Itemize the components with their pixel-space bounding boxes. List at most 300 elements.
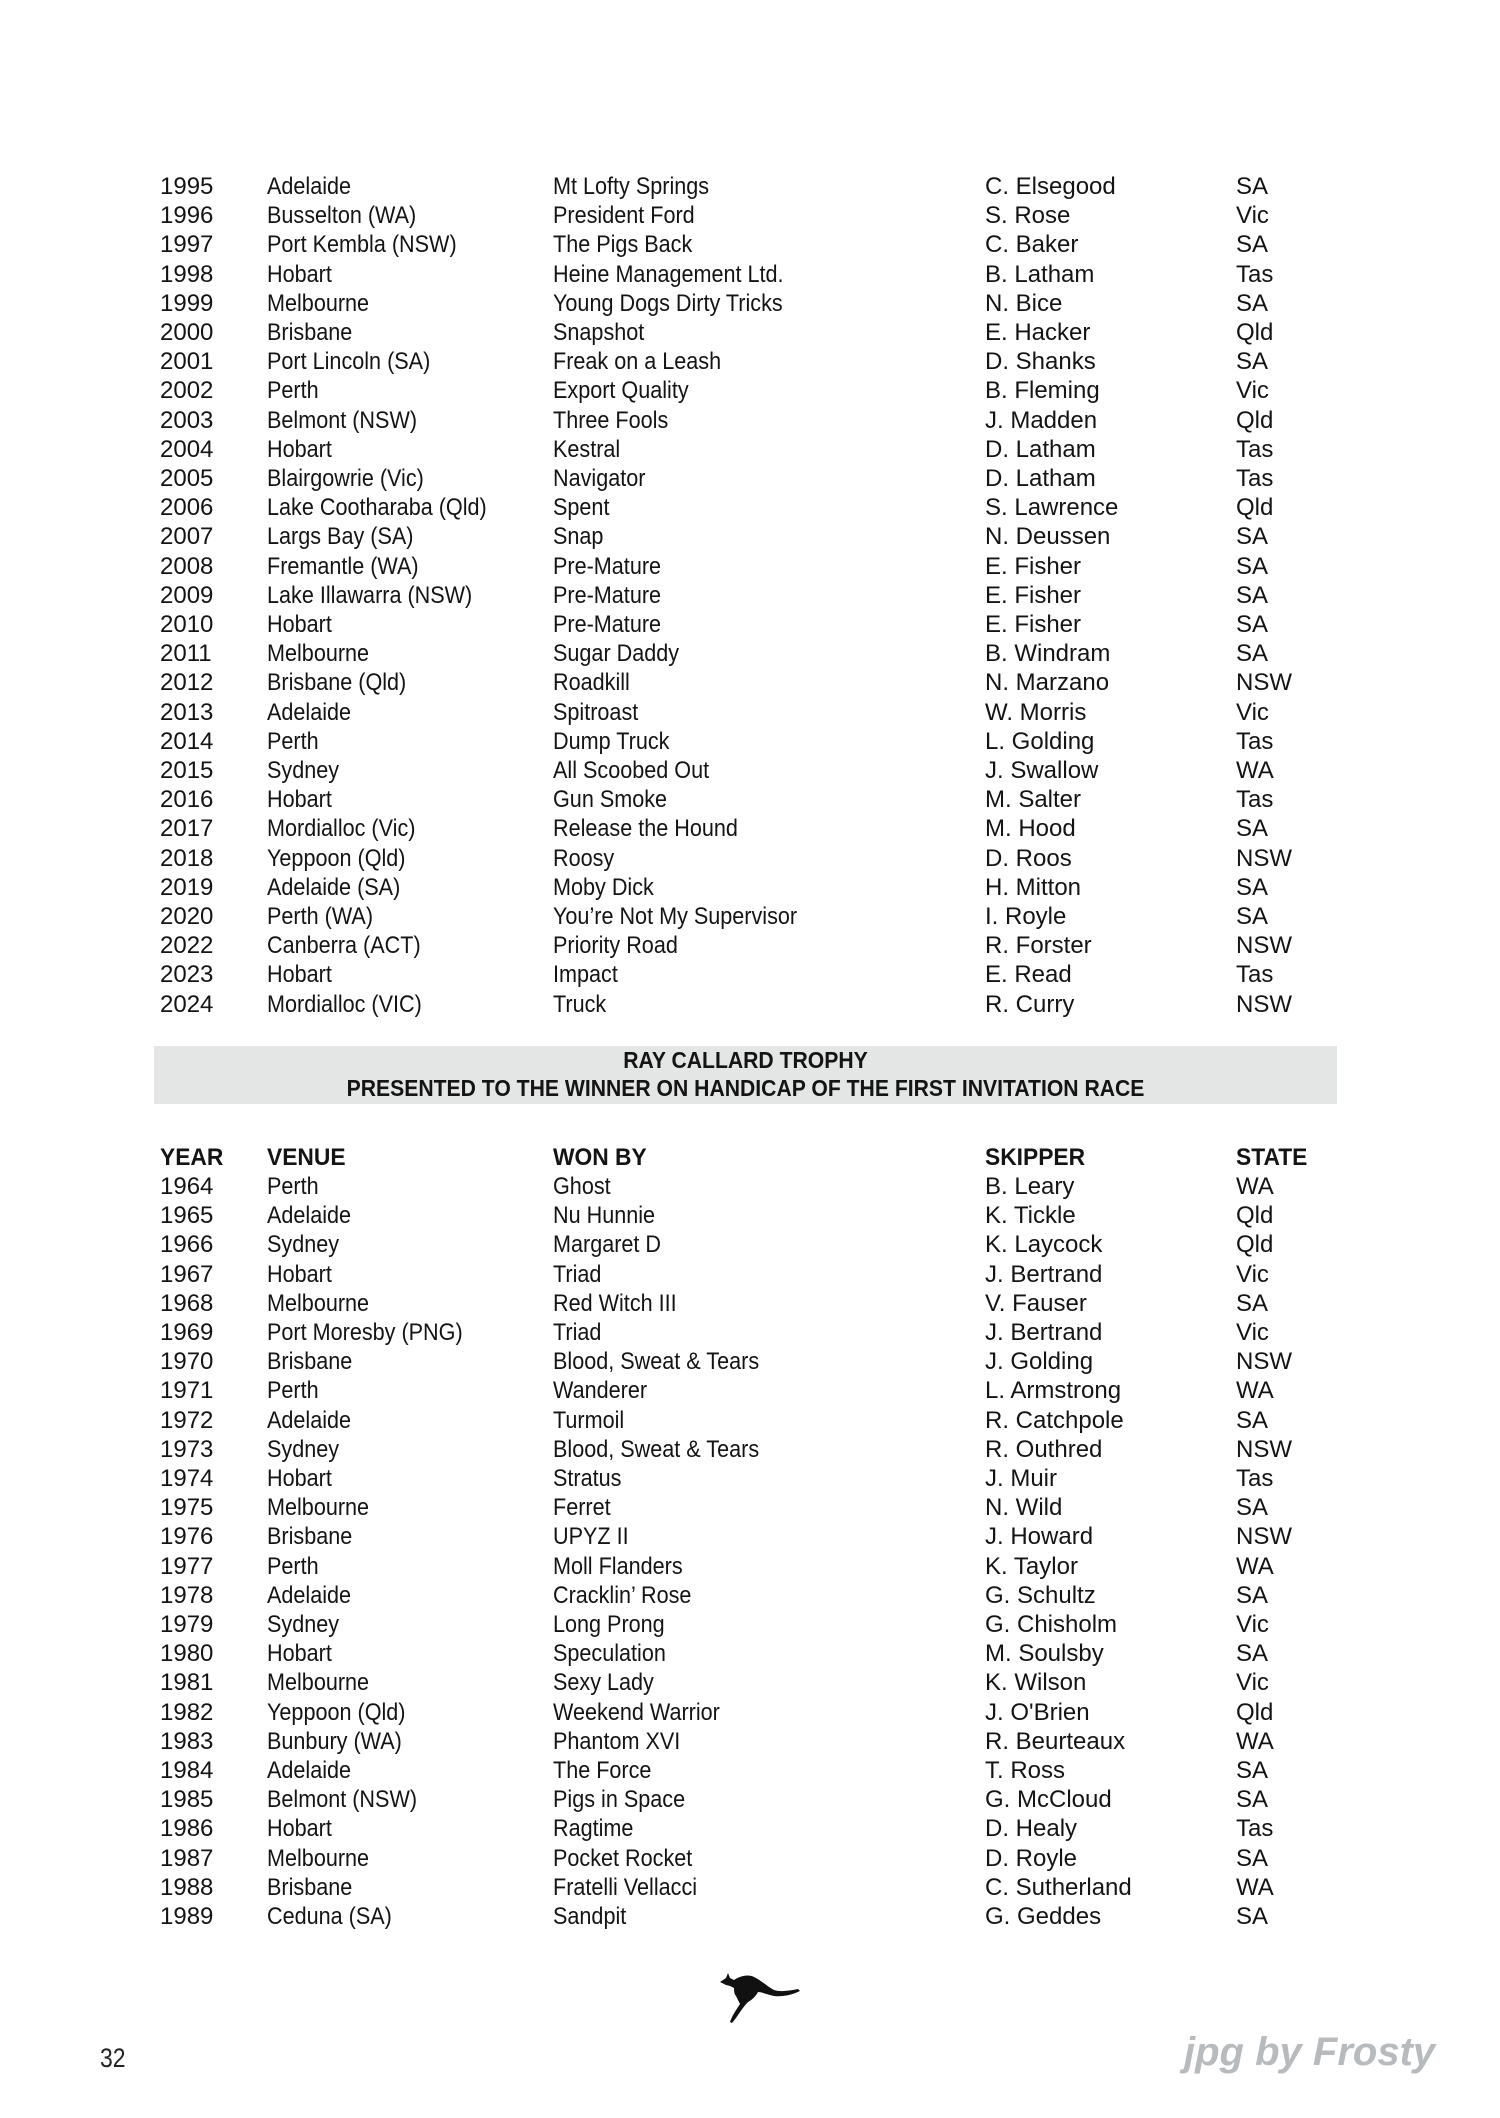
skipper-cell: E. Read — [985, 961, 1072, 989]
skipper-cell: K. Laycock — [985, 1231, 1103, 1259]
table-row — [0, 347, 1500, 376]
state-cell: Qld — [1236, 1698, 1274, 1726]
venue-cell: Port Kembla (NSW) — [267, 231, 457, 259]
table-row — [0, 289, 1500, 318]
skipper-cell: R. Curry — [985, 990, 1075, 1018]
won-by-cell: Pocket Rocket — [553, 1844, 693, 1872]
venue-cell: Adelaide — [267, 1202, 352, 1230]
year-cell: 2006 — [160, 494, 214, 522]
state-cell: Vic — [1236, 377, 1269, 405]
skipper-cell: E. Fisher — [985, 581, 1082, 609]
table-row — [0, 1230, 1500, 1259]
year-cell: 1987 — [160, 1844, 214, 1872]
skipper-cell: T. Ross — [985, 1757, 1066, 1784]
year-cell: 1989 — [160, 1903, 214, 1930]
table-row — [0, 230, 1500, 259]
state-cell: WA — [1236, 1552, 1274, 1580]
won-by-cell: Blood, Sweat & Tears — [553, 1348, 760, 1376]
state-cell: SA — [1236, 640, 1269, 668]
table-row — [0, 1172, 1500, 1201]
venue-cell: Yeppoon (Qld) — [267, 1698, 406, 1726]
won-by-cell: Pre-Mature — [553, 611, 662, 638]
table-row — [0, 1376, 1500, 1405]
skipper-cell: R. Outhred — [985, 1435, 1103, 1463]
venue-cell: Sydney — [267, 1231, 340, 1259]
venue-cell: Hobart — [267, 1260, 332, 1288]
won-by-cell: Pre-Mature — [553, 552, 662, 580]
skipper-cell: B. Latham — [985, 260, 1095, 288]
skipper-cell: E. Fisher — [985, 611, 1082, 638]
table-row — [0, 1844, 1500, 1873]
skipper-cell: D. Shanks — [985, 348, 1096, 376]
year-cell: 1999 — [160, 289, 214, 317]
won-by-cell: Wanderer — [553, 1377, 648, 1405]
table-row — [0, 873, 1500, 902]
venue-cell: Hobart — [267, 1815, 332, 1843]
won-by-cell: The Force — [553, 1757, 652, 1784]
year-cell: 1981 — [160, 1669, 214, 1697]
year-cell: 1967 — [160, 1260, 214, 1288]
won-by-cell: Cracklin’ Rose — [553, 1581, 692, 1609]
skipper-cell: G. Schultz — [985, 1581, 1096, 1609]
year-cell: 2010 — [160, 611, 214, 638]
table-row — [0, 522, 1500, 551]
won-by-cell: You’re Not My Supervisor — [553, 903, 798, 930]
skipper-cell: J. Bertrand — [985, 1260, 1103, 1288]
state-cell: WA — [1236, 1377, 1274, 1405]
venue-cell: Brisbane — [267, 1873, 353, 1901]
year-cell: 1973 — [160, 1435, 214, 1463]
won-by-cell: Phantom XVI — [553, 1727, 681, 1755]
year-cell: 2017 — [160, 815, 214, 843]
venue-cell: Bunbury (WA) — [267, 1727, 402, 1755]
year-cell: 1968 — [160, 1289, 214, 1317]
state-cell: NSW — [1236, 669, 1292, 697]
venue-cell: Adelaide — [267, 1406, 352, 1434]
venue-cell: Hobart — [267, 961, 332, 989]
skipper-cell: K. Tickle — [985, 1202, 1076, 1230]
skipper-cell: D. Roos — [985, 844, 1072, 872]
skipper-cell: G. McCloud — [985, 1786, 1112, 1814]
table-row — [0, 785, 1500, 814]
table-row — [0, 1727, 1500, 1756]
state-cell: SA — [1236, 1844, 1269, 1872]
state-cell: WA — [1236, 1727, 1274, 1755]
table-row — [0, 990, 1500, 1019]
state-cell: Tas — [1236, 435, 1274, 463]
won-by-cell: Margaret D — [553, 1231, 662, 1259]
state-cell: SA — [1236, 903, 1269, 930]
state-cell: Qld — [1236, 1202, 1274, 1230]
skipper-cell: M. Soulsby — [985, 1640, 1104, 1668]
won-by-cell: Snap — [553, 523, 604, 551]
header-venue: VENUE — [267, 1144, 346, 1171]
table-row — [0, 581, 1500, 610]
state-cell: SA — [1236, 1903, 1269, 1930]
header-state: STATE — [1236, 1144, 1308, 1171]
year-cell: 2020 — [160, 903, 214, 930]
won-by-cell: Ragtime — [553, 1815, 634, 1843]
year-cell: 2022 — [160, 932, 214, 960]
skipper-cell: R. Catchpole — [985, 1406, 1124, 1434]
won-by-cell: Sandpit — [553, 1903, 627, 1930]
table-row — [0, 844, 1500, 873]
venue-cell: Brisbane — [267, 1348, 353, 1376]
state-cell: Tas — [1236, 260, 1274, 288]
table-row — [0, 639, 1500, 668]
venue-cell: Perth — [267, 1173, 319, 1200]
won-by-cell: Priority Road — [553, 932, 678, 960]
won-by-cell: Mt Lofty Springs — [553, 173, 710, 200]
skipper-cell: R. Beurteaux — [985, 1727, 1126, 1755]
table-row — [0, 1785, 1500, 1814]
won-by-cell: Roadkill — [553, 669, 630, 697]
won-by-cell: The Pigs Back — [553, 231, 693, 259]
skipper-cell: J. Golding — [985, 1348, 1094, 1376]
venue-cell: Adelaide — [267, 698, 352, 726]
skipper-cell: N. Bice — [985, 289, 1063, 317]
state-cell: Vic — [1236, 1669, 1269, 1697]
skipper-cell: M. Hood — [985, 815, 1076, 843]
year-cell: 1975 — [160, 1494, 214, 1522]
table-row — [0, 1435, 1500, 1464]
won-by-cell: Sexy Lady — [553, 1669, 654, 1697]
skipper-cell: K. Wilson — [985, 1669, 1087, 1697]
year-cell: 2013 — [160, 698, 214, 726]
skipper-cell: E. Fisher — [985, 552, 1082, 580]
state-cell: SA — [1236, 1757, 1269, 1784]
skipper-cell: C. Elsegood — [985, 173, 1116, 200]
venue-cell: Melbourne — [267, 1494, 370, 1522]
state-cell: SA — [1236, 581, 1269, 609]
won-by-cell: Ferret — [553, 1494, 611, 1522]
year-cell: 1996 — [160, 202, 214, 230]
year-cell: 1982 — [160, 1698, 214, 1726]
skipper-cell: J. O'Brien — [985, 1698, 1090, 1726]
year-cell: 2015 — [160, 757, 214, 784]
year-cell: 1976 — [160, 1523, 214, 1551]
year-cell: 2002 — [160, 377, 214, 405]
state-cell: WA — [1236, 1873, 1274, 1901]
won-by-cell: Turmoil — [553, 1406, 625, 1434]
venue-cell: Hobart — [267, 260, 332, 288]
header-year: YEAR — [160, 1144, 224, 1171]
skipper-cell: G. Geddes — [985, 1903, 1102, 1930]
won-by-cell: Heine Management Ltd. — [553, 260, 784, 288]
venue-cell: Blairgowrie (Vic) — [267, 465, 424, 492]
skipper-cell: S. Rose — [985, 202, 1071, 230]
table-row — [0, 1522, 1500, 1551]
year-cell: 2011 — [160, 640, 212, 668]
venue-cell: Perth — [267, 1552, 319, 1580]
state-cell: Qld — [1236, 1231, 1274, 1259]
year-cell: 2005 — [160, 465, 214, 492]
venue-cell: Busselton (WA) — [267, 202, 417, 230]
venue-cell: Sydney — [267, 1611, 340, 1638]
won-by-cell: Export Quality — [553, 377, 689, 405]
venue-cell: Melbourne — [267, 1669, 370, 1697]
won-by-cell: Impact — [553, 961, 618, 989]
won-by-cell: Freak on a Leash — [553, 348, 722, 376]
state-cell: NSW — [1236, 844, 1292, 872]
year-cell: 2018 — [160, 844, 214, 872]
venue-cell: Canberra (ACT) — [267, 932, 421, 960]
skipper-cell: D. Latham — [985, 435, 1096, 463]
venue-cell: Lake Illawarra (NSW) — [267, 581, 473, 609]
won-by-cell: Speculation — [553, 1640, 666, 1668]
venue-cell: Melbourne — [267, 289, 370, 317]
table-row — [0, 1814, 1500, 1843]
venue-cell: Hobart — [267, 611, 332, 638]
venue-cell: Brisbane — [267, 319, 353, 346]
won-by-cell: Fratelli Vellacci — [553, 1873, 698, 1901]
year-cell: 2009 — [160, 581, 214, 609]
table-row — [0, 172, 1500, 201]
skipper-cell: H. Mitton — [985, 873, 1082, 901]
table-row — [0, 1639, 1500, 1668]
state-cell: SA — [1236, 873, 1269, 901]
table-row — [0, 1201, 1500, 1230]
header-won-by: WON BY — [553, 1144, 647, 1171]
year-cell: 1964 — [160, 1173, 214, 1200]
table-row — [0, 406, 1500, 435]
year-cell: 2004 — [160, 435, 214, 463]
state-cell: SA — [1236, 1581, 1269, 1609]
venue-cell: Hobart — [267, 1465, 332, 1492]
state-cell: Tas — [1236, 1465, 1274, 1492]
skipper-cell: G. Chisholm — [985, 1611, 1118, 1638]
venue-cell: Adelaide — [267, 1757, 352, 1784]
state-cell: SA — [1236, 231, 1269, 259]
kangaroo-icon — [718, 1970, 802, 2026]
state-cell: SA — [1236, 1640, 1269, 1668]
skipper-cell: B. Windram — [985, 640, 1111, 668]
venue-cell: Perth — [267, 1377, 319, 1405]
state-cell: NSW — [1236, 1523, 1292, 1551]
skipper-cell: J. Howard — [985, 1523, 1094, 1551]
venue-cell: Melbourne — [267, 640, 370, 668]
skipper-cell: K. Taylor — [985, 1552, 1078, 1580]
state-cell: SA — [1236, 815, 1269, 843]
table-row — [0, 1260, 1500, 1289]
venue-cell: Adelaide — [267, 173, 352, 200]
skipper-cell: D. Royle — [985, 1844, 1078, 1872]
skipper-cell: R. Forster — [985, 932, 1092, 960]
table-row — [0, 727, 1500, 756]
table-row — [0, 931, 1500, 960]
won-by-cell: Kestral — [553, 435, 621, 463]
venue-cell: Melbourne — [267, 1289, 370, 1317]
venue-cell: Lake Cootharaba (Qld) — [267, 494, 487, 522]
skipper-cell: V. Fauser — [985, 1289, 1087, 1317]
year-cell: 1972 — [160, 1406, 214, 1434]
skipper-cell: I. Royle — [985, 903, 1067, 930]
year-cell: 1984 — [160, 1757, 214, 1784]
venue-cell: Hobart — [267, 435, 332, 463]
year-cell: 2007 — [160, 523, 214, 551]
state-cell: SA — [1236, 552, 1269, 580]
skipper-cell: C. Sutherland — [985, 1873, 1132, 1901]
year-cell: 1965 — [160, 1202, 214, 1230]
state-cell: Tas — [1236, 1815, 1274, 1843]
skipper-cell: N. Deussen — [985, 523, 1111, 551]
year-cell: 1986 — [160, 1815, 214, 1843]
state-cell: WA — [1236, 1173, 1274, 1200]
venue-cell: Mordialloc (Vic) — [267, 815, 416, 843]
year-cell: 1966 — [160, 1231, 214, 1259]
state-cell: SA — [1236, 611, 1269, 638]
venue-cell: Sydney — [267, 1435, 340, 1463]
won-by-cell: Pigs in Space — [553, 1786, 686, 1814]
table-row — [0, 435, 1500, 464]
venue-cell: Yeppoon (Qld) — [267, 844, 406, 872]
state-cell: SA — [1236, 1786, 1269, 1814]
won-by-cell: Red Witch III — [553, 1289, 677, 1317]
won-by-cell: All Scoobed Out — [553, 757, 710, 784]
skipper-cell: D. Healy — [985, 1815, 1078, 1843]
venue-cell: Ceduna (SA) — [267, 1903, 392, 1930]
venue-cell: Belmont (NSW) — [267, 1786, 418, 1814]
year-cell: 1969 — [160, 1319, 214, 1346]
state-cell: SA — [1236, 523, 1269, 551]
venue-cell: Adelaide — [267, 1581, 352, 1609]
state-cell: Qld — [1236, 494, 1274, 522]
trophy-title: RAY CALLARD TROPHY — [623, 1047, 868, 1073]
venue-cell: Brisbane — [267, 1523, 353, 1551]
won-by-cell: Moby Dick — [553, 873, 654, 901]
venue-cell: Melbourne — [267, 1844, 370, 1872]
skipper-cell: S. Lawrence — [985, 494, 1119, 522]
table-row — [0, 1873, 1500, 1902]
table-row — [0, 1610, 1500, 1639]
won-by-cell: Ghost — [553, 1173, 611, 1200]
year-cell: 2019 — [160, 873, 214, 901]
table-row — [0, 464, 1500, 493]
state-cell: Tas — [1236, 727, 1274, 755]
won-by-cell: Spent — [553, 494, 610, 522]
trophy-heading-band — [154, 1046, 1337, 1104]
table-row — [0, 1668, 1500, 1697]
state-cell: SA — [1236, 1406, 1269, 1434]
skipper-cell: B. Leary — [985, 1173, 1075, 1200]
skipper-cell: L. Armstrong — [985, 1377, 1122, 1405]
year-cell: 2023 — [160, 961, 214, 989]
won-by-cell: Moll Flanders — [553, 1552, 683, 1580]
year-cell: 1997 — [160, 231, 214, 259]
venue-cell: Belmont (NSW) — [267, 406, 418, 434]
table-row — [0, 698, 1500, 727]
table-row — [0, 1318, 1500, 1347]
year-cell: 2024 — [160, 990, 214, 1018]
watermark-text: jpg by Frosty — [1184, 2030, 1436, 2074]
skipper-cell: C. Baker — [985, 231, 1079, 259]
won-by-cell: Roosy — [553, 844, 615, 872]
won-by-cell: President Ford — [553, 202, 695, 230]
venue-cell: Perth — [267, 377, 319, 405]
state-cell: NSW — [1236, 932, 1292, 960]
table-row — [0, 552, 1500, 581]
state-cell: Tas — [1236, 786, 1274, 814]
venue-cell: Perth (WA) — [267, 903, 374, 930]
table-row — [0, 1581, 1500, 1610]
won-by-cell: Spitroast — [553, 698, 639, 726]
table-row — [0, 668, 1500, 697]
state-cell: Vic — [1236, 698, 1269, 726]
won-by-cell: Triad — [553, 1319, 602, 1346]
state-cell: Tas — [1236, 465, 1274, 492]
table-row — [0, 1902, 1500, 1931]
state-cell: Vic — [1236, 1260, 1269, 1288]
won-by-cell: Young Dogs Dirty Tricks — [553, 289, 783, 317]
year-cell: 1971 — [160, 1377, 214, 1405]
table-row — [0, 610, 1500, 639]
year-cell: 1983 — [160, 1727, 214, 1755]
won-by-cell: Three Fools — [553, 406, 669, 434]
skipper-cell: J. Muir — [985, 1465, 1057, 1492]
state-cell: SA — [1236, 348, 1269, 376]
year-cell: 1980 — [160, 1640, 214, 1668]
won-by-cell: Snapshot — [553, 319, 645, 346]
table-row — [0, 902, 1500, 931]
won-by-cell: Release the Hound — [553, 815, 738, 843]
venue-cell: Mordialloc (VIC) — [267, 990, 422, 1018]
state-cell: SA — [1236, 173, 1269, 200]
won-by-cell: Truck — [553, 990, 607, 1018]
state-cell: NSW — [1236, 1348, 1292, 1376]
won-by-cell: Gun Smoke — [553, 786, 668, 814]
table-row — [0, 960, 1500, 989]
table-row — [0, 376, 1500, 405]
state-cell: NSW — [1236, 990, 1292, 1018]
year-cell: 2016 — [160, 786, 214, 814]
venue-cell: Sydney — [267, 757, 340, 784]
state-cell: NSW — [1236, 1435, 1292, 1463]
won-by-cell: Triad — [553, 1260, 602, 1288]
skipper-cell: D. Latham — [985, 465, 1096, 492]
venue-cell: Largs Bay (SA) — [267, 523, 414, 551]
year-cell: 1979 — [160, 1611, 214, 1638]
won-by-cell: Dump Truck — [553, 727, 670, 755]
year-cell: 2001 — [160, 348, 214, 376]
state-cell: Vic — [1236, 1319, 1269, 1346]
venue-cell: Hobart — [267, 1640, 332, 1668]
venue-cell: Perth — [267, 727, 319, 755]
skipper-cell: J. Madden — [985, 406, 1098, 434]
year-cell: 1977 — [160, 1552, 214, 1580]
skipper-cell: W. Morris — [985, 698, 1087, 726]
venue-cell: Brisbane (Qld) — [267, 669, 407, 697]
table-row — [0, 1406, 1500, 1435]
table-row — [0, 1698, 1500, 1727]
page-number: 32 — [100, 2043, 126, 2073]
state-cell: SA — [1236, 1289, 1269, 1317]
skipper-cell: M. Salter — [985, 786, 1082, 814]
table-header-row — [0, 1143, 1500, 1172]
table-row — [0, 756, 1500, 785]
table-row — [0, 1756, 1500, 1785]
table-row — [0, 1347, 1500, 1376]
table-row — [0, 260, 1500, 289]
venue-cell: Hobart — [267, 786, 332, 814]
state-cell: Qld — [1236, 406, 1274, 434]
state-cell: Qld — [1236, 319, 1274, 346]
table-row — [0, 814, 1500, 843]
year-cell: 2012 — [160, 669, 214, 697]
state-cell: SA — [1236, 1494, 1269, 1522]
year-cell: 2000 — [160, 319, 214, 346]
won-by-cell: Stratus — [553, 1465, 622, 1492]
state-cell: WA — [1236, 757, 1274, 784]
